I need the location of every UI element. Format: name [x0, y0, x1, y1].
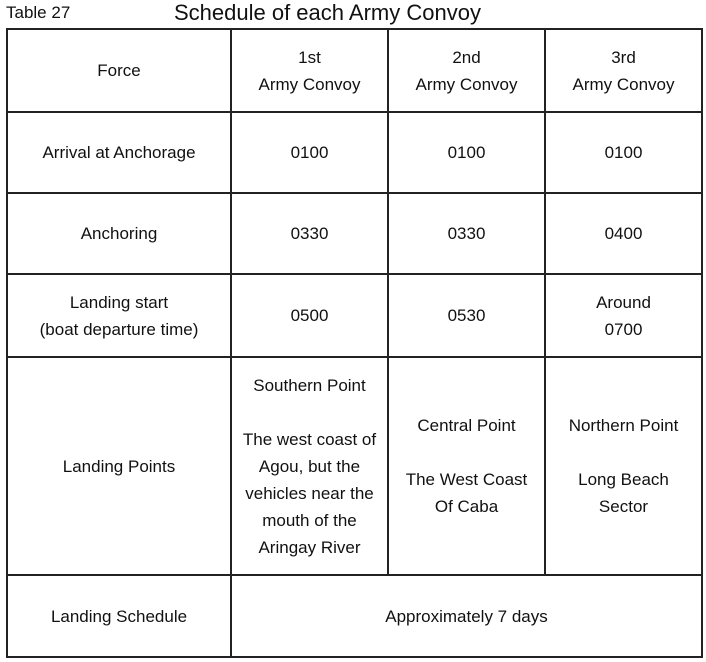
landing-points-convoy-3 [545, 357, 702, 575]
table-title: Schedule of each Army Convoy [174, 0, 481, 25]
arrival-convoy-2: 0100 [388, 112, 545, 193]
convoy-3-point: Northern Point [568, 416, 679, 435]
arrival-row [7, 112, 702, 193]
convoy-1-detail-line: Agou, but the [258, 456, 361, 476]
anchoring-label: Anchoring [7, 193, 231, 274]
landing-schedule-label: Landing Schedule [7, 575, 231, 657]
anchoring-convoy-1: 0330 [231, 193, 388, 274]
landing-start-label-cell [7, 274, 231, 357]
header-row [7, 29, 702, 112]
convoy-3-detail-line: Sector [598, 497, 649, 516]
landing-start-row [7, 274, 702, 357]
landing-points-label: Landing Points [7, 357, 231, 575]
landing-start-sublabel: (boat departure time) [39, 319, 199, 339]
convoy-3-name: Army Convoy [572, 74, 675, 94]
convoy-2-detail-line: The West Coast [405, 470, 528, 489]
table-number: Table 27 [6, 3, 71, 22]
convoy-1-detail-line: Aringay River [258, 537, 361, 557]
convoy-schedule-table [6, 28, 703, 658]
force-header: Force [97, 61, 141, 80]
convoy-2-ordinal: 2nd [452, 47, 481, 67]
landing-start-convoy-3 [545, 274, 702, 357]
convoy-1-point: Southern Point [253, 375, 366, 395]
spacer [393, 439, 540, 466]
convoy-1-name: Army Convoy [258, 74, 361, 94]
convoy-header-3 [545, 29, 702, 112]
landing-points-row [7, 357, 702, 575]
convoy-1-detail-line: vehicles near the [245, 483, 374, 503]
convoy-1-ordinal: 1st [298, 47, 321, 67]
landing-start-convoy-2: 0530 [388, 274, 545, 357]
landing-schedule-value: Approximately 7 days [231, 575, 702, 657]
convoy-2-detail-line: Of Caba [434, 497, 499, 516]
convoy-2-point: Central Point [417, 416, 516, 435]
spacer [550, 439, 697, 466]
convoy-3-detail-line: Long Beach [578, 470, 669, 489]
arrival-convoy-3: 0100 [545, 112, 702, 193]
anchoring-convoy-2: 0330 [388, 193, 545, 274]
arrival-label: Arrival at Anchorage [7, 112, 231, 193]
convoy-1-detail-line: mouth of the [262, 510, 357, 530]
landing-points-convoy-2 [388, 357, 545, 575]
landing-start-convoy-1: 0500 [231, 274, 388, 357]
convoy-1-detail-line: The west coast of [242, 429, 377, 449]
anchoring-row [7, 193, 702, 274]
landing-start-convoy-3-qualifier: Around [596, 292, 651, 312]
convoy-header-2 [388, 29, 545, 112]
landing-schedule-row [7, 575, 702, 657]
arrival-convoy-1: 0100 [231, 112, 388, 193]
convoy-2-name: Army Convoy [415, 74, 518, 94]
force-header-cell [7, 29, 231, 112]
landing-start-label: Landing start [69, 292, 169, 312]
convoy-3-ordinal: 3rd [611, 47, 636, 67]
spacer [236, 399, 383, 426]
anchoring-convoy-3: 0400 [545, 193, 702, 274]
convoy-header-1 [231, 29, 388, 112]
landing-start-convoy-3-time: 0700 [604, 319, 643, 339]
landing-points-convoy-1 [231, 357, 388, 575]
